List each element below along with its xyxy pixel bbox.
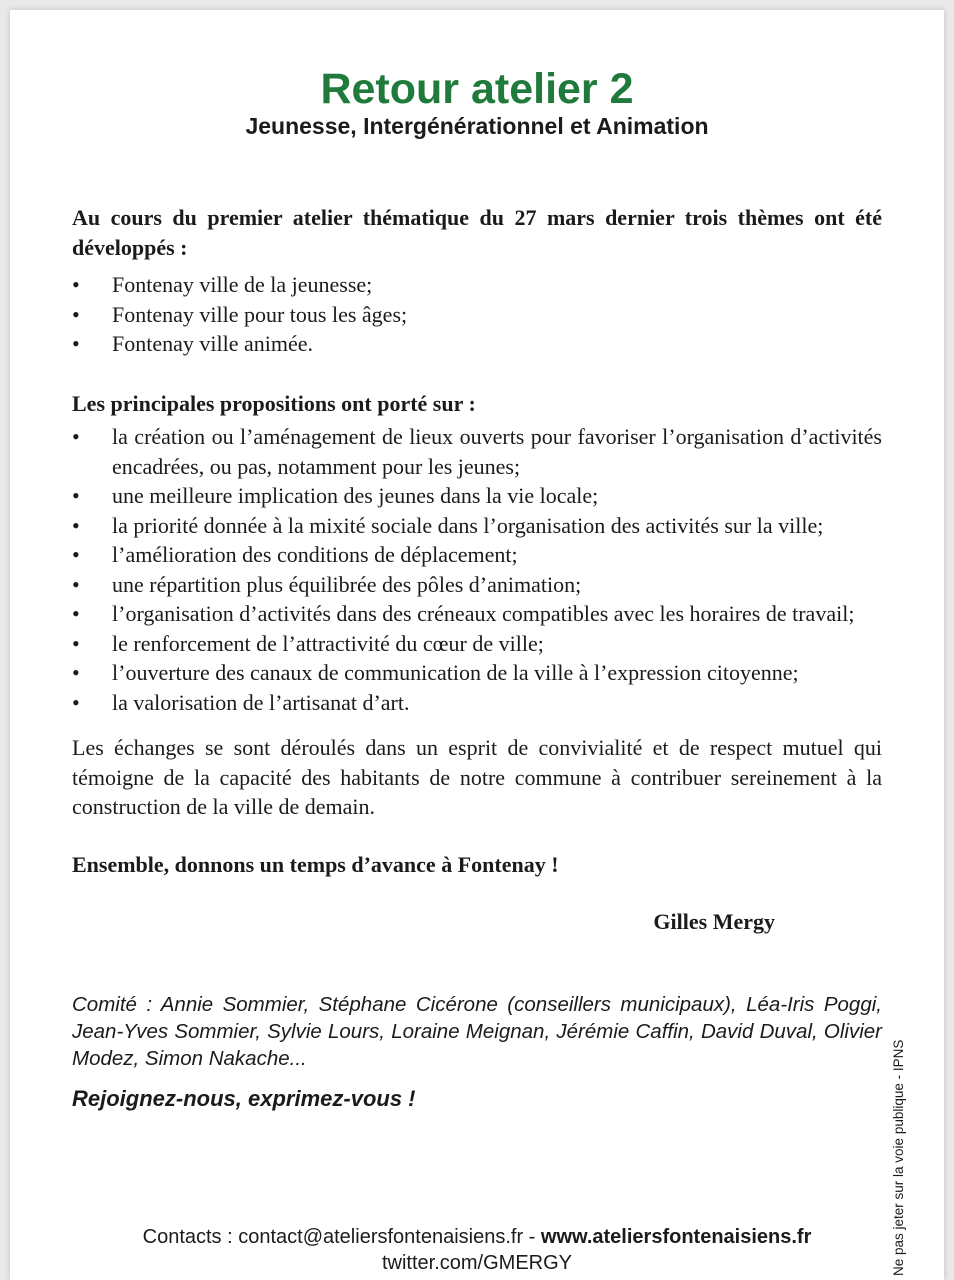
list-item-text: l’amélioration des conditions de déplacement; <box>112 542 518 567</box>
signature: Gilles Mergy <box>653 909 775 934</box>
list-item-text: Fontenay ville animée. <box>112 331 313 356</box>
list-item-text: Fontenay ville pour tous les âges; <box>112 301 408 327</box>
list-item <box>72 570 882 600</box>
list-item <box>72 481 882 511</box>
exchanges-paragraph: Les échanges se sont déroulés dans un esprit de convivialité et de respect mutuel qui témoigne de la capacité des habitants de notre commune à contribuer sereinement à la construction de la ville de demain. <box>72 735 882 819</box>
committee-paragraph: Comité : Annie Sommier, Stéphane Cicérone (conseillers municipaux), Léa-Iris Poggi, Jean-Yves Sommier, Sylvie Lours, Loraine Meignan, Jérémie Caffin, David Duval, Olivier Modez, Simon Nakache... <box>72 992 882 1070</box>
document-page <box>10 10 944 1280</box>
join-call: Rejoignez-nous, exprimez-vous ! <box>72 1085 416 1111</box>
bullet-icon: • <box>72 601 80 626</box>
document-body <box>72 203 882 1113</box>
list-item <box>72 629 882 659</box>
list-item <box>72 329 882 359</box>
proposals-heading: Les principales propositions ont porté sur : <box>72 390 476 416</box>
list-item <box>72 658 882 688</box>
slogan: Ensemble, donnons un temps d’avance à Fontenay ! <box>72 851 559 877</box>
bullet-icon: • <box>72 542 80 567</box>
bullet-icon: • <box>72 301 80 327</box>
twitter-link[interactable]: twitter.com/GMERGY <box>381 1252 573 1274</box>
list-item <box>72 540 882 570</box>
bullet-icon: • <box>72 424 80 449</box>
intro-paragraph: Au cours du premier atelier thématique du 27 mars dernier trois thèmes ont été développés : <box>72 205 882 260</box>
list-item <box>72 688 882 718</box>
list-item-text: l’organisation d’activités dans des créneaux compatibles avec les horaires de travail; <box>112 601 855 626</box>
bullet-icon: • <box>72 630 80 656</box>
contact-email-link[interactable]: Contacts : contact@ateliersfontenaisiens.fr - <box>142 1226 536 1248</box>
website-link[interactable]: www.ateliersfontenaisiens.fr <box>540 1226 812 1248</box>
bullet-icon: • <box>72 689 80 715</box>
proposals-list <box>72 422 882 717</box>
list-item-text: la création ou l’aménagement de lieux ouverts pour favoriser l’organisation d’activités encadrées, ou pas, notamment pour les jeunes; <box>112 424 882 479</box>
document-title: Retour atelier 2 <box>320 65 634 113</box>
list-item-text: l’ouverture des canaux de communication de la ville à l’expression citoyenne; <box>112 660 799 685</box>
bullet-icon: • <box>72 483 80 508</box>
list-item <box>72 511 882 541</box>
list-item-text: une meilleure implication des jeunes dans la vie locale; <box>112 483 599 508</box>
list-item <box>72 599 882 629</box>
bullet-icon: • <box>72 512 80 538</box>
bullet-icon: • <box>72 571 80 597</box>
list-item-text: la priorité donnée à la mixité sociale dans l’organisation des activités sur la ville; <box>112 512 824 538</box>
contacts-row <box>10 1224 944 1250</box>
list-item-text: Fontenay ville de la jeunesse; <box>112 272 373 297</box>
bullet-icon: • <box>72 272 80 297</box>
bullet-icon: • <box>72 331 80 356</box>
bullet-icon: • <box>72 660 80 685</box>
document-subtitle: Jeunesse, Intergénérationnel et Animation <box>245 113 709 139</box>
contacts-block <box>10 1224 944 1276</box>
list-item-text: le renforcement de l’attractivité du cœur de ville; <box>112 630 544 656</box>
list-item <box>72 270 882 300</box>
list-item <box>72 300 882 330</box>
side-note: Ne pas jeter sur la voie publique - IPNS <box>891 1039 906 1276</box>
list-item-text: une répartition plus équilibrée des pôles d’animation; <box>112 571 582 597</box>
list-item <box>72 422 882 481</box>
themes-list <box>72 270 882 359</box>
list-item-text: la valorisation de l’artisanat d’art. <box>112 689 410 715</box>
